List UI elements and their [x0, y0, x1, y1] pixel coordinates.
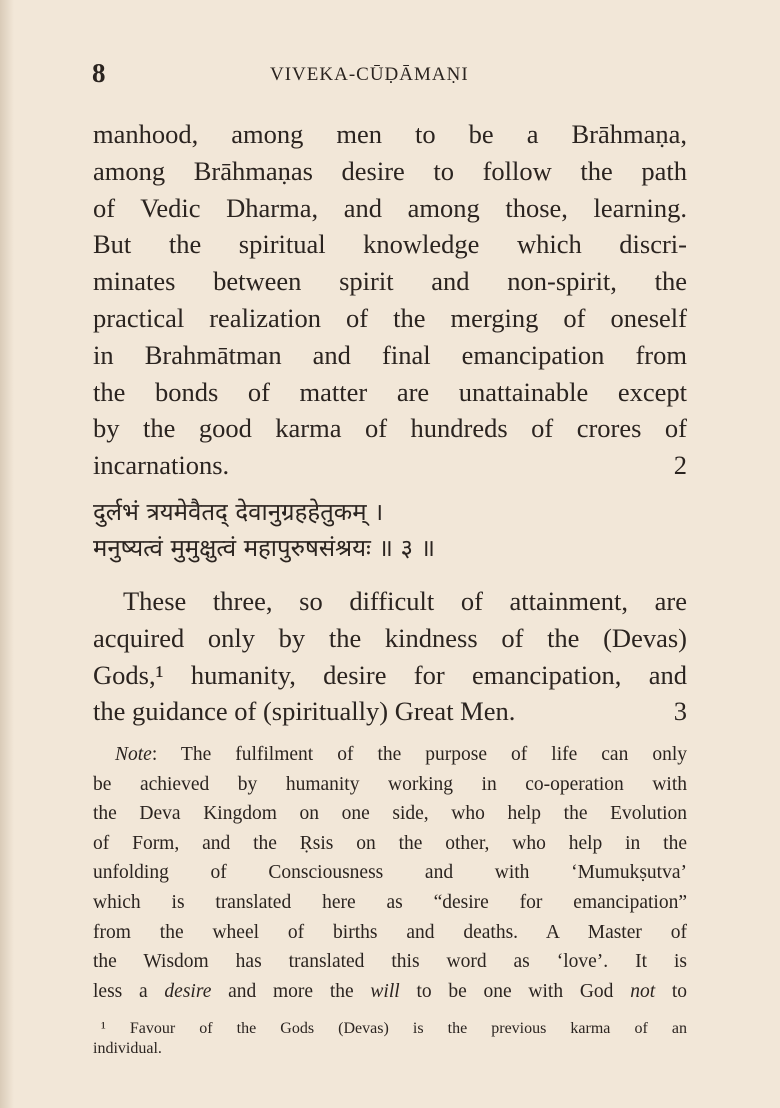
text-line: unfolding of Consciousness and with ‘Mumukṣutva’ [93, 862, 687, 884]
text-span: : The fulfilment of the purpose of life can only [151, 744, 687, 765]
text-line-last [93, 447, 687, 484]
text-line-last [93, 693, 687, 730]
text-line [93, 740, 687, 770]
footnote [93, 1019, 687, 1059]
text-line: incarnations. [93, 450, 230, 481]
text-line: the guidance of (spiritually) Great Men. [93, 696, 516, 727]
sanskrit-verse [93, 494, 687, 566]
note-label: Note [115, 744, 152, 765]
text-line: Gods,¹ humanity, desire for emancipation, and [93, 659, 687, 690]
text-line: But the spiritual knowledge which discri- [93, 229, 687, 260]
text-line: among Brāhmaṇas desire to follow the path [93, 155, 687, 186]
verse-number: 2 [673, 450, 687, 481]
text-line: acquired only by the kindness of the (Devas) [93, 622, 687, 653]
footnote-line: individual. [93, 1040, 162, 1057]
sanskrit-line: दुर्लभं त्रयमेवैतद् देवानुग्रहहेतुकम् । [93, 498, 384, 526]
text-line: of Form, and the Ṛsis on the other, who help in the [93, 832, 687, 854]
text-line: in Brahmātman and final emancipation from [93, 339, 687, 370]
page-number: 8 [92, 58, 106, 88]
text-line: the Wisdom has translated this word as ‘love’. It is [93, 951, 687, 973]
text-line: which is translated here as “desire for emancipation” [93, 891, 687, 913]
paragraph-verse-2 [93, 116, 687, 484]
footnote-line: ¹ Favour of the Gods (Devas) is the previous karma of an [101, 1020, 687, 1037]
text-line: minates between spirit and non-spirit, the [93, 266, 687, 297]
emphasis: will [370, 980, 400, 1002]
page-edge-shadow [0, 0, 14, 1108]
text-line: the bonds of matter are unattainable except [93, 376, 687, 407]
text-line: from the wheel of births and deaths. A Master of [93, 921, 687, 943]
text-line: manhood, among men to be a Brāhmaṇa, [93, 119, 687, 149]
text-line: be achieved by humanity working in co-operation with [93, 773, 687, 795]
text-span: less a [93, 980, 165, 1002]
text-line: of Vedic Dharma, and among those, learning. [93, 192, 687, 223]
note-paragraph [93, 740, 687, 1006]
text-line: by the good karma of hundreds of crores of [93, 413, 687, 444]
emphasis: not [630, 980, 656, 1002]
paragraph-verse-3 [93, 583, 687, 730]
text-line: These three, so difficult of attainment, are [123, 586, 687, 616]
text-span: to be one with God [399, 980, 631, 1002]
text-line [93, 977, 687, 1007]
sanskrit-line: मनुष्यत्वं मुमुक्षुत्वं महापुरुषसंश्रयः ॥ ३ ॥ [93, 534, 435, 562]
text-line: the Deva Kingdom on one side, who help the Evolution [93, 803, 687, 825]
verse-number: 3 [673, 696, 687, 727]
text-line: practical realization of the merging of oneself [93, 302, 687, 333]
text-span: and more the [211, 980, 371, 1002]
emphasis: desire [164, 980, 212, 1002]
running-title: VIVEKA-CŪḌĀMAṆI [270, 64, 469, 85]
text-span: to [655, 980, 688, 1002]
